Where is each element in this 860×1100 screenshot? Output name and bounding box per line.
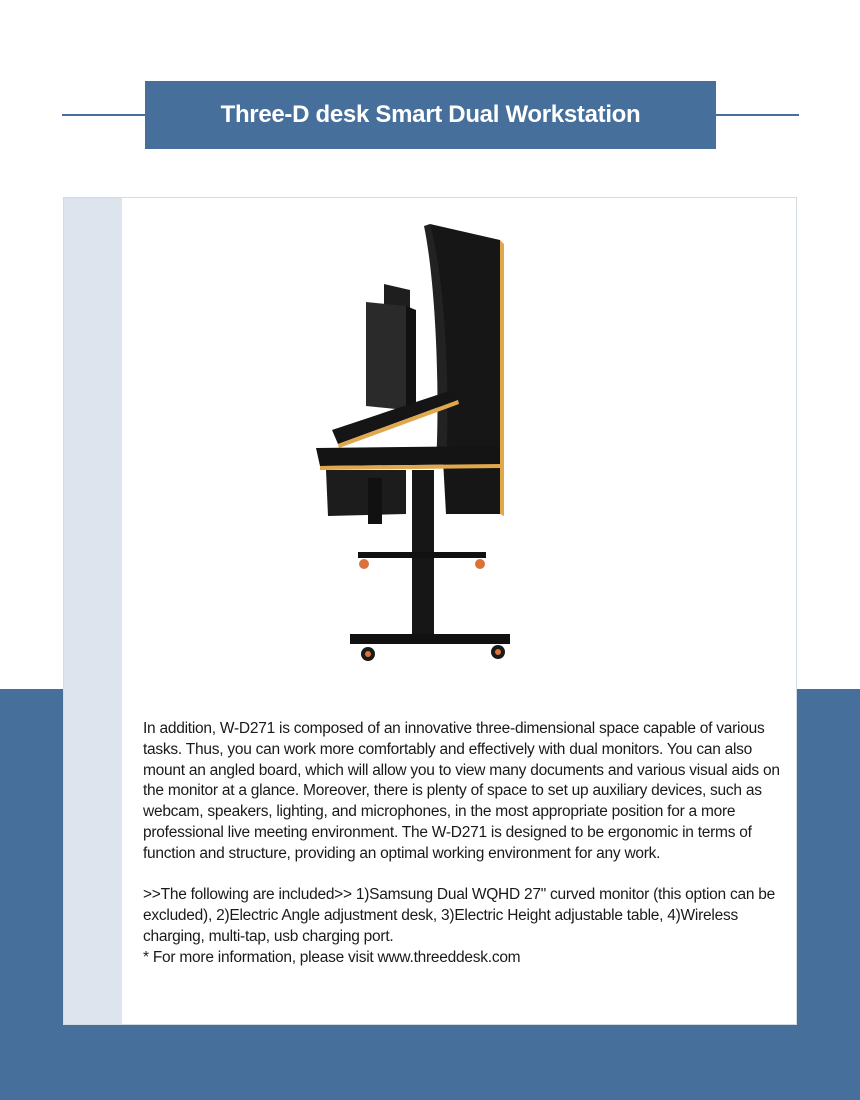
included-items-text: >>The following are included>> 1)Samsung Dual WQHD 27" curved monitor (this option can be excluded), 2)Electric Angle adjustment desk, 3)Electric Height adjustable table, 4)Wireless charging, multi-tap, usb charging port.: [143, 886, 776, 945]
card-side-stripe: [64, 198, 122, 1024]
page-title: Three-D desk Smart Dual Workstation: [220, 101, 641, 128]
description-text: [143, 719, 791, 969]
more-info-text: * For more information, please visit www.threeddesk.com: [143, 948, 521, 966]
description-paragraph: In addition, W-D271 is composed of an innovative three-dimensional space capable of various tasks. Thus, you can work more comfortably and effectively with dual monitors. You can also mount an angled board, which will allow you to view many documents and various visual aids on the monitor at a glance. Moreover, there is plenty of space to set up auxiliary devices, such as webcam, speakers, lighting, and microphones, in the most appropriate position for a more professional live meeting environment. The W-D271 is designed to be ergonomic in terms of function and structure, providing an optimal working environment for any work.: [143, 720, 780, 862]
header-rule-left: [62, 114, 146, 116]
header-rule-right: [716, 114, 799, 116]
content-card: [63, 197, 797, 1025]
desk-workstation-illustration: [310, 214, 540, 674]
page-title-banner: [145, 81, 716, 149]
